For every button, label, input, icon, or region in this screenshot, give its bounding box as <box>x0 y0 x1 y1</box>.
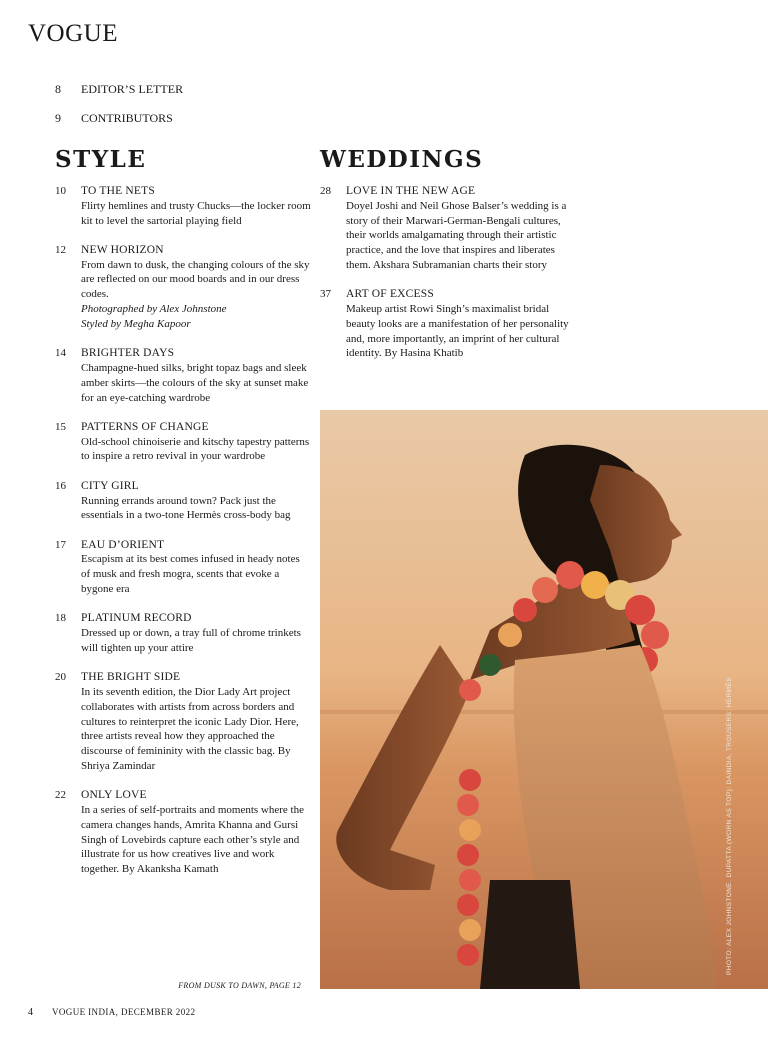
toc-entry-contributors[interactable] <box>55 111 173 126</box>
folio-text: VOGUE INDIA, DECEMBER 2022 <box>52 1007 196 1017</box>
photo-illustration <box>320 410 768 989</box>
photo-caption: FROM DUSK TO DAWN, PAGE 12 <box>178 981 301 990</box>
entry-description: In its seventh edition, the Dior Lady Art project collaborates with artists from across borders and cultures to reinterpret the iconic Lady Dior. Here, three artists reveal how they approached the discourse of femininity with the classic bag. By Shriya Zamindar <box>81 686 299 772</box>
entry-description: Makeup artist Rowi Singh’s maximalist bridal beauty looks are a manifestation of her personality and, more importantly, an imprint of her cultural identity. By Hasina Khatib <box>346 303 569 360</box>
folio-page-number: 4 <box>28 1007 34 1018</box>
page-number: 8 <box>55 82 61 96</box>
page-number: 12 <box>55 243 66 256</box>
page-number: 10 <box>55 185 66 197</box>
toc-entry[interactable] <box>55 479 311 523</box>
toc-entry[interactable] <box>55 670 311 774</box>
entry-title: LOVE IN THE NEW AGE <box>346 185 476 197</box>
toc-entry[interactable] <box>55 420 311 464</box>
entry-description: In a series of self-portraits and moments where the camera changes hands, Amrita Khanna and Gursi Singh of Lovebirds capture each other’s style and illustrate for us how creatives live and work together. By Akanksha Kamath <box>81 804 304 876</box>
entry-description: Champagne-hued silks, bright topaz bags and sleek amber skirts—the colours of the sky at sunset make for an eye-catching wardrobe <box>81 361 309 404</box>
entry-description: Running errands around town? Pack just the essentials in a two-tone Hermès cross-body bag <box>81 494 291 522</box>
entry-description: Escapism at its best comes infused in heady notes of musk and fresh mogra, scents that evoke a bygone era <box>81 553 300 596</box>
entry-title: THE BRIGHT SIDE <box>81 671 181 684</box>
entry-title: EDITOR’S LETTER <box>81 82 184 96</box>
entry-title: CONTRIBUTORS <box>81 111 173 125</box>
weddings-column <box>320 184 580 376</box>
section-heading-weddings: WEDDINGS <box>320 146 484 173</box>
cover-photo[interactable] <box>320 410 768 989</box>
section-heading-style: STYLE <box>55 146 147 173</box>
page-number: 9 <box>55 111 61 125</box>
toc-entry[interactable] <box>320 287 580 361</box>
page-number: 18 <box>55 612 66 625</box>
entry-description: Old-school chinoiserie and kitschy tapestry patterns to inspire a retro revival in your wardrobe <box>81 435 310 463</box>
photo-credit: PHOTO: ALEX JOHNSTONE. DUPATTA (WORN AS TOP): DAINDIA. TROUSERS: HERMÈS <box>726 677 733 975</box>
toc-entry[interactable] <box>55 243 311 332</box>
page-number: 20 <box>55 671 66 684</box>
photographer-credit: Photographed by Alex Johnstone <box>81 303 227 316</box>
page-number: 16 <box>55 479 66 492</box>
page-number: 14 <box>55 347 66 360</box>
style-column <box>55 184 311 892</box>
masthead-logo: VOGUE <box>28 20 118 47</box>
toc-entry-editors-letter[interactable] <box>55 82 183 97</box>
toc-entry[interactable] <box>55 611 311 655</box>
page-number: 28 <box>320 185 331 197</box>
entry-title: BRIGHTER DAYS <box>81 347 175 360</box>
toc-entry[interactable] <box>55 788 311 877</box>
entry-description: From dawn to dusk, the changing colours of the sky are reflected on our mood boards and in our dress codes. <box>81 258 310 301</box>
entry-title: ONLY LOVE <box>81 789 147 802</box>
toc-entry[interactable] <box>55 538 311 597</box>
page-footer <box>28 1007 195 1018</box>
entry-title: EAU D’ORIENT <box>81 538 165 551</box>
toc-entry[interactable] <box>55 184 311 228</box>
entry-title: PATTERNS OF CHANGE <box>81 420 209 433</box>
entry-description: Dressed up or down, a tray full of chrome trinkets will tighten up your attire <box>81 627 301 654</box>
page-number: 17 <box>55 538 66 551</box>
page-number: 15 <box>55 420 66 433</box>
entry-title: NEW HORIZON <box>81 243 164 256</box>
toc-entry[interactable] <box>320 184 580 273</box>
page-number: 37 <box>320 288 331 301</box>
entry-title: ART OF EXCESS <box>346 288 434 301</box>
entry-title: TO THE NETS <box>81 185 155 197</box>
entry-title: PLATINUM RECORD <box>81 612 192 625</box>
entry-description: Flirty hemlines and trusty Chucks—the locker room kit to level the sartorial playing field <box>81 199 311 227</box>
entry-description: Doyel Joshi and Neil Ghose Balser’s wedding is a story of their Marwari-German-Bengali cultures, their worlds amalgamating through their artistic practice, and the love that inspires and liberates them. Akshara Subramanian charts their story <box>346 199 567 271</box>
toc-entry[interactable] <box>55 346 311 405</box>
entry-title: CITY GIRL <box>81 479 139 492</box>
page-number: 22 <box>55 789 66 802</box>
stylist-credit: Styled by Megha Kapoor <box>81 317 191 330</box>
